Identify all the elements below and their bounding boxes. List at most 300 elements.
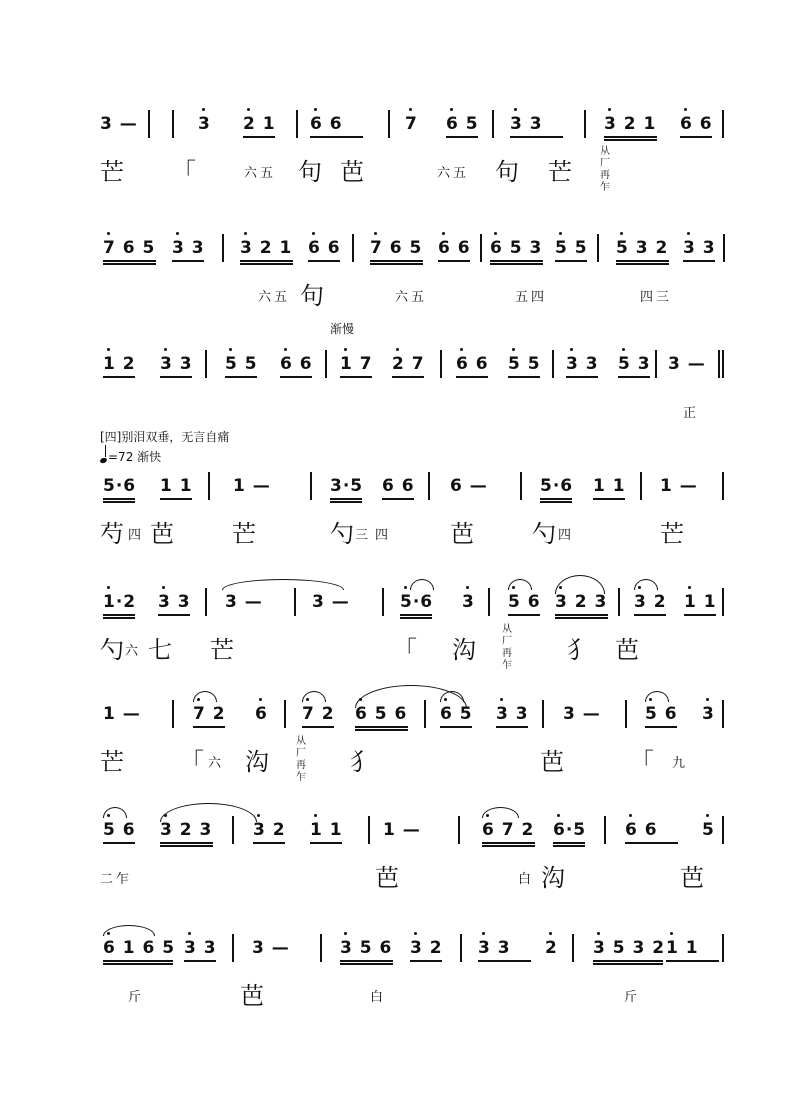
beam-line — [243, 136, 275, 138]
note-group: 3 — [198, 114, 211, 134]
octave-dot — [500, 698, 503, 701]
barline — [368, 816, 370, 844]
tablature-character: 芒 — [100, 158, 126, 186]
beam-line — [103, 614, 135, 616]
tablature-character: 芒 — [548, 158, 574, 186]
barline — [232, 934, 234, 962]
tablature-character: 白 — [370, 990, 387, 1005]
beam-line — [308, 260, 340, 262]
tempo-mark-gradually-slower: 渐慢 — [330, 322, 355, 336]
beam-line — [103, 263, 156, 265]
note-group: 3 3 — [510, 114, 543, 134]
tablature-character: 九 — [672, 756, 689, 771]
octave-dot — [257, 814, 260, 817]
octave-dot — [107, 586, 110, 589]
system-2 — [0, 224, 790, 324]
beam-line — [683, 260, 715, 262]
slur-arc — [193, 691, 217, 702]
tablature-character: 斤 — [128, 990, 145, 1005]
octave-dot — [404, 586, 407, 589]
barline — [460, 934, 462, 962]
note-group: 3 5 6 — [340, 938, 393, 958]
octave-dot — [466, 586, 469, 589]
beam-line — [103, 617, 135, 619]
barline — [205, 350, 207, 378]
octave-dot — [706, 814, 709, 817]
octave-dot — [597, 932, 600, 935]
tablature-character: 芭 — [615, 636, 641, 664]
beam-line — [604, 139, 657, 141]
note-group: 1 1 — [310, 820, 343, 840]
tablature-character: 句 — [300, 282, 326, 310]
tablature-character: 从 厂 再 乍 — [600, 146, 612, 193]
beam-line — [566, 376, 598, 378]
note-group: 5 6 — [645, 704, 678, 724]
slur-arc — [302, 691, 326, 702]
beam-line — [456, 376, 488, 378]
octave-dot — [344, 348, 347, 351]
barline — [428, 472, 430, 500]
note-group: 5 5 — [225, 354, 258, 374]
beam-line — [310, 842, 342, 844]
note-group: 6 7 2 — [482, 820, 535, 840]
barline — [325, 350, 327, 378]
note-group: 6 5 — [440, 704, 473, 724]
octave-dot — [284, 348, 287, 351]
tablature-character: 沟 — [452, 636, 478, 664]
tablature-character: 六五 — [258, 290, 291, 305]
system-7 — [0, 806, 790, 906]
note-group: 3 2 — [634, 592, 667, 612]
note-group: 3 2 3 — [160, 820, 213, 840]
tablature-character: 六五 — [437, 166, 470, 181]
octave-dot — [514, 108, 517, 111]
octave-dot — [512, 348, 515, 351]
slur-arc — [645, 691, 669, 702]
note-group: 3 — — [252, 938, 290, 958]
system-5 — [0, 578, 790, 678]
octave-dot — [107, 232, 110, 235]
note-group: 1 — — [383, 820, 421, 840]
note-group: 1·2 — [103, 592, 137, 612]
barline — [320, 934, 322, 962]
barline — [618, 588, 620, 616]
note-group: 3 3 — [478, 938, 511, 958]
tablature-character: 芭 — [240, 982, 266, 1010]
note-group: 3 2 — [410, 938, 443, 958]
tablature-character: 白 — [518, 872, 535, 887]
beam-line — [240, 260, 293, 262]
barline — [584, 110, 586, 138]
barline — [296, 110, 298, 138]
note-group: 3 3 — [496, 704, 529, 724]
barline — [542, 700, 544, 728]
notation-row — [0, 924, 790, 970]
octave-dot — [247, 108, 250, 111]
note-group: 1 1 — [684, 592, 717, 612]
octave-dot — [670, 932, 673, 935]
beam-line — [555, 617, 608, 619]
tablature-character: 四 — [375, 528, 392, 543]
beam-line — [604, 136, 657, 138]
beam-line — [508, 376, 540, 378]
beam-line — [103, 842, 135, 844]
note-group: 5 6 — [103, 820, 136, 840]
note-group: 6 — — [450, 476, 488, 496]
note-group: 5·6 — [540, 476, 574, 496]
beam-line — [103, 501, 135, 503]
note-group: 3 3 — [566, 354, 599, 374]
beam-line — [482, 842, 535, 844]
note-group: 3 — — [225, 592, 263, 612]
tablature-character: 从 厂 再 乍 — [502, 624, 514, 671]
octave-dot — [244, 232, 247, 235]
barline — [722, 110, 724, 138]
tablature-character: 勺 — [330, 520, 356, 548]
octave-dot — [259, 698, 262, 701]
note-group: 6 — [255, 704, 268, 724]
tablature-character: 犭 — [350, 748, 376, 776]
beam-line — [446, 136, 478, 138]
beam-line — [508, 614, 540, 616]
beam-line — [193, 726, 225, 728]
slur-arc — [103, 925, 155, 936]
note-group: 1 1 — [666, 938, 699, 958]
note-group: 1 1 — [593, 476, 626, 496]
note-group: 1 — — [660, 476, 698, 496]
beam-line — [302, 726, 334, 728]
barline — [205, 588, 207, 616]
tablature-character: 芒 — [660, 520, 686, 548]
beam-line — [496, 726, 528, 728]
section-title: [四]别泪双垂，无言自痛 — [100, 430, 230, 444]
beam-line — [382, 498, 414, 500]
note-group: 2 — [545, 938, 558, 958]
beam-line — [355, 729, 408, 731]
beam-line — [440, 726, 472, 728]
octave-dot — [706, 698, 709, 701]
beam-line — [593, 963, 663, 965]
barline — [458, 816, 460, 844]
tablature-character: 句 — [495, 158, 521, 186]
beam-line — [593, 960, 663, 962]
barline — [294, 588, 296, 616]
barline — [488, 588, 490, 616]
tablature-character: 芭 — [540, 748, 566, 776]
octave-dot — [229, 348, 232, 351]
barline — [722, 934, 724, 962]
barline — [604, 816, 606, 844]
tablature-row — [0, 270, 790, 320]
octave-dot — [312, 232, 315, 235]
tablature-character: 四三 — [640, 290, 673, 305]
note-group: 6 6 — [680, 114, 713, 134]
note-group: 6 5 6 — [355, 704, 408, 724]
quarter-note-icon — [99, 457, 107, 464]
note-group: 3 3 — [158, 592, 191, 612]
beam-line — [400, 614, 432, 616]
slur-arc — [222, 579, 344, 590]
tablature-character: 四 — [128, 528, 145, 543]
tablature-character: 三 — [355, 528, 372, 543]
barline — [480, 234, 482, 262]
tablature-character: 二乍 — [100, 872, 133, 887]
octave-dot — [442, 232, 445, 235]
beam-line — [680, 136, 712, 138]
tablature-character: 芭 — [150, 520, 176, 548]
octave-dot — [188, 932, 191, 935]
octave-dot — [687, 232, 690, 235]
tablature-character: 四 — [558, 528, 575, 543]
beam-line — [340, 376, 372, 378]
tablature-row — [0, 146, 790, 196]
note-group: 6 5 — [446, 114, 479, 134]
beam-line — [616, 263, 669, 265]
beam-line — [340, 963, 393, 965]
note-group: 3 — [462, 592, 475, 612]
note-group: 1 — — [103, 704, 141, 724]
slur-arc — [440, 691, 464, 702]
beam-line — [330, 498, 362, 500]
octave-dot — [176, 232, 179, 235]
beam-line — [553, 842, 585, 844]
note-group: 6·5 — [553, 820, 587, 840]
beam-line — [438, 260, 470, 262]
octave-dot — [396, 348, 399, 351]
note-group: 3 — — [668, 354, 706, 374]
note-group: 3 3 — [160, 354, 193, 374]
note-group: 7 2 — [193, 704, 226, 724]
notation-row — [0, 690, 790, 736]
octave-dot — [494, 232, 497, 235]
note-group: 3 — — [100, 114, 138, 134]
tablature-character: 七 — [148, 636, 174, 664]
beam-line — [392, 376, 424, 378]
beam-line — [490, 260, 543, 262]
beam-line — [240, 263, 293, 265]
barline — [520, 472, 522, 500]
barline — [284, 700, 286, 728]
octave-dot — [684, 108, 687, 111]
barline — [625, 700, 627, 728]
barline — [382, 588, 384, 616]
note-group: 6 6 — [456, 354, 489, 374]
final-barline — [718, 350, 720, 378]
slur-arc — [103, 807, 127, 818]
tablature-character: 芒 — [232, 520, 258, 548]
octave-dot — [344, 932, 347, 935]
tablature-row — [0, 970, 790, 1020]
barline — [172, 110, 174, 138]
octave-dot — [414, 932, 417, 935]
beam-line — [330, 501, 362, 503]
note-group: 3 2 1 — [604, 114, 657, 134]
beam-line — [172, 260, 204, 262]
note-group: 1 2 — [103, 354, 136, 374]
slur-arc — [410, 579, 434, 590]
note-group: 1 7 — [340, 354, 373, 374]
tablature-character: 沟 — [245, 748, 271, 776]
note-group: 6 1 6 5 — [103, 938, 176, 958]
beam-line — [103, 960, 173, 962]
octave-dot — [460, 348, 463, 351]
beam-line — [184, 960, 216, 962]
note-group: 5·6 — [103, 476, 137, 496]
note-group: 3 — — [312, 592, 350, 612]
beam-line — [103, 498, 135, 500]
system-1 — [0, 100, 790, 200]
beam-line — [684, 614, 716, 616]
barline — [222, 234, 224, 262]
note-group: 3·5 — [330, 476, 364, 496]
beam-line — [540, 501, 572, 503]
beam-line — [616, 260, 669, 262]
tablature-row — [0, 508, 790, 558]
barline — [310, 472, 312, 500]
slur-arc — [508, 579, 532, 590]
beam-line — [618, 376, 650, 378]
notation-row — [0, 340, 790, 386]
beam-line — [280, 376, 312, 378]
tempo-marking — [100, 448, 161, 465]
tablature-character: 芍 — [100, 520, 126, 548]
tablature-character: 六 — [125, 644, 142, 659]
system-4 — [0, 462, 790, 562]
note-group: 5 3 — [618, 354, 651, 374]
barline — [722, 588, 724, 616]
octave-dot — [622, 348, 625, 351]
system-3 — [0, 340, 790, 440]
octave-dot — [570, 348, 573, 351]
note-group: 6 6 — [438, 238, 471, 258]
note-group: 2 1 — [243, 114, 276, 134]
note-group: 3 3 — [683, 238, 716, 258]
octave-dot — [374, 232, 377, 235]
tablature-character: 斤 — [624, 990, 641, 1005]
note-group: 3 — [702, 704, 715, 724]
tablature-row — [0, 852, 790, 902]
barline — [492, 110, 494, 138]
note-group: 1 — — [233, 476, 271, 496]
tablature-character: 正 — [683, 406, 700, 421]
octave-dot — [629, 814, 632, 817]
barline — [552, 350, 554, 378]
barline — [352, 234, 354, 262]
notation-row — [0, 224, 790, 270]
beam-line — [410, 960, 442, 962]
beam-line — [158, 614, 190, 616]
barline — [572, 934, 574, 962]
beam-line — [253, 842, 285, 844]
note-group: 5 5 — [555, 238, 588, 258]
note-group: 5 — [702, 820, 715, 840]
barline — [722, 816, 724, 844]
beam-line — [593, 498, 625, 500]
tablature-character: 勺 — [100, 636, 126, 664]
beam-line — [160, 376, 192, 378]
note-group: 3 2 1 — [240, 238, 293, 258]
tablature-row — [0, 736, 790, 786]
beam-line — [645, 726, 677, 728]
octave-dot — [202, 108, 205, 111]
tempo-text: =72 渐快 — [108, 450, 162, 464]
beam-line — [103, 376, 135, 378]
barline — [208, 472, 210, 500]
barline — [148, 110, 150, 138]
barline — [597, 234, 599, 262]
beam-line — [103, 260, 156, 262]
barline — [722, 700, 724, 728]
beam-line — [225, 376, 257, 378]
octave-dot — [559, 232, 562, 235]
tablature-character: 六五 — [244, 166, 277, 181]
note-group: 1 1 — [160, 476, 193, 496]
beam-line — [160, 842, 213, 844]
note-group: 3 5 3 2 — [593, 938, 666, 958]
note-group: 3 2 3 — [555, 592, 608, 612]
note-group: 5 3 2 — [616, 238, 669, 258]
system-8 — [0, 924, 790, 1024]
octave-dot — [314, 108, 317, 111]
tablature-character: 沟 — [541, 864, 567, 892]
notation-row — [0, 806, 790, 852]
barline — [640, 472, 642, 500]
note-group: 6 5 3 — [490, 238, 543, 258]
tablature-row — [0, 624, 790, 674]
beam-line — [478, 960, 531, 962]
tablature-character: 「 — [172, 158, 198, 186]
slur-arc — [482, 807, 519, 818]
octave-dot — [450, 108, 453, 111]
beam-line — [370, 260, 423, 262]
note-group: 2 7 — [392, 354, 425, 374]
slur-arc — [634, 579, 658, 590]
barline — [440, 350, 442, 378]
tablature-character: 勺 — [532, 520, 558, 548]
beam-line — [510, 136, 563, 138]
beam-line — [160, 845, 213, 847]
note-group: 6 6 — [280, 354, 313, 374]
beam-line — [400, 617, 432, 619]
octave-dot — [557, 814, 560, 817]
note-group: 6 6 — [382, 476, 415, 496]
tablature-character: 六五 — [395, 290, 428, 305]
tablature-character: 从 厂 再 乍 — [296, 736, 308, 783]
beam-line — [160, 498, 192, 500]
notation-row — [0, 462, 790, 508]
octave-dot — [314, 814, 317, 817]
tablature-character: 「 — [393, 636, 419, 664]
octave-dot — [688, 586, 691, 589]
note-group: 6 6 — [625, 820, 658, 840]
note-group: 7 — [405, 114, 418, 134]
note-group: 5 5 — [508, 354, 541, 374]
barline — [722, 472, 724, 500]
tablature-character: 芭 — [680, 864, 706, 892]
beam-line — [482, 845, 535, 847]
tablature-character: 「 — [180, 748, 206, 776]
tablature-character: 芭 — [375, 864, 401, 892]
notation-row — [0, 100, 790, 146]
note-group: 6 6 — [310, 114, 343, 134]
tablature-character: 六 — [208, 756, 225, 771]
tablature-character: 五四 — [515, 290, 548, 305]
note-group: 7 6 5 — [370, 238, 423, 258]
note-group: 7 6 5 — [103, 238, 156, 258]
octave-dot — [107, 348, 110, 351]
beam-line — [340, 960, 393, 962]
tablature-character: 芒 — [210, 636, 236, 664]
